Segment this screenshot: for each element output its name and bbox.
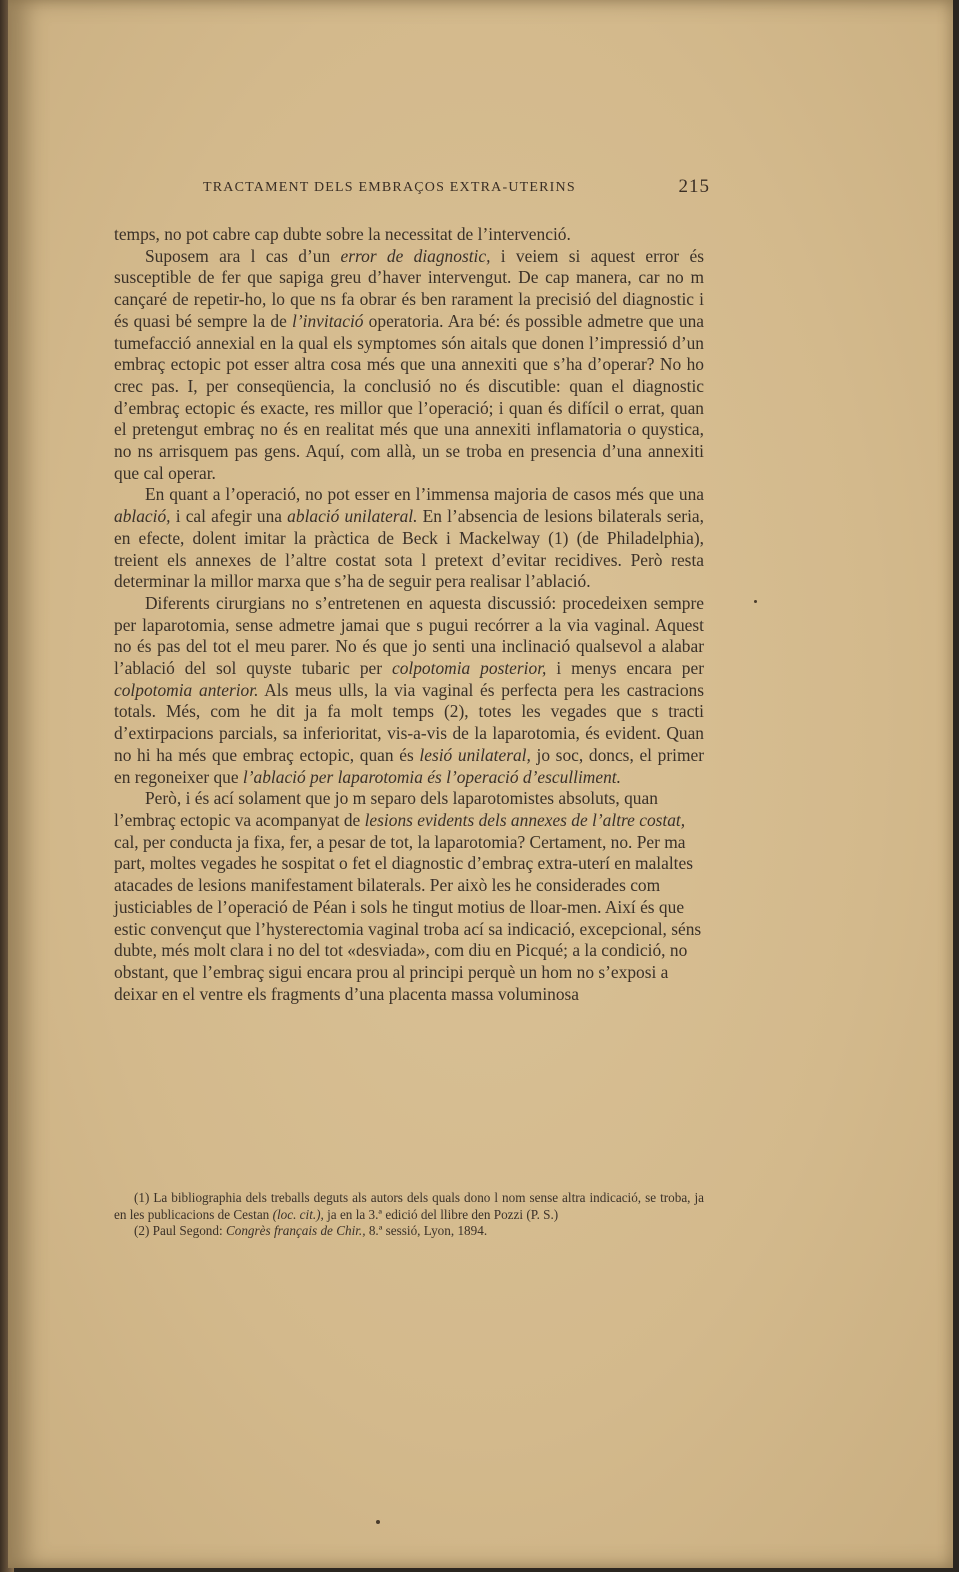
italic-text: l’ablació per laparotomia és l’operació d’esculliment. bbox=[242, 766, 621, 787]
footnote bbox=[114, 1223, 704, 1240]
text-run: En l’absencia de lesions bilaterals seria, en efecte, dolent imitar la pràctica de Beck i Mackelway (1) (de Philadelphia), treient els annexes de l’altre costat sota l pretext d’evitar recidives. Però resta determinar la millor marxa que s’ha de seguir pera realisar l’ablació. bbox=[114, 506, 704, 592]
italic-text: error de diagnostic, bbox=[340, 245, 491, 266]
text-run: operatoria. Ara bé: és possible admetre que una tumefacció annexial en la qual els symptomes són aitals que donen l’impressió d’un embraç ectopic pot esser altra cosa més que una annexiti que s’ha d’operar? No ho crec pas. I, per conseqüencia, la conclusió no és discutible: quan el diagnostic d’embraç ectopic és exacte, res millor que l’operació; i quan és difícil o errat, quan el pretengut embraç no és en realitat més que una annexiti inflamatoria o quystica, no ns arrisquem pas gens. Aquí, com allà, un se troba en presencia d’una annexiti que cal operar. bbox=[114, 310, 704, 483]
italic-text: colpotomia posterior, bbox=[391, 658, 547, 679]
text-run: ja en la 3.ª edició del llibre den Pozzi (P. S.) bbox=[323, 1206, 559, 1222]
text-run: Però, i és ací solament que jo m separo dels laparotomistes absoluts, quan l’embraç ectopic va acompanyat de bbox=[114, 788, 658, 830]
italic-text: lesió unilateral, bbox=[419, 744, 531, 765]
italic-text: (loc. cit.), bbox=[272, 1206, 324, 1222]
paragraph bbox=[114, 246, 704, 485]
italic-text: l’invitació bbox=[292, 310, 364, 331]
italic-text: Congrès français de Chir., bbox=[225, 1223, 366, 1239]
text-run: i cal afegir una bbox=[170, 506, 288, 527]
text-run: cal, per conducta ja fixa, fer, a pesar de tot, la laparotomia? Certament, no. Per ma part, moltes vegades he sospitat o fet el diagnostic d’embraç extra-uterí en malaltes atacades de lesions manifestament bilaterals. Per això les he considerades com justiciables de l’operació de Péan i sols he tingut motius de lloar-men. Així és que estic convençut que l’hysterectomia vaginal troba ací sa indicació, excepcional, séns dubte, més molt clara i no del tot «desviada», com diu en Picqué; a la condició, no obstant, que l’embraç sigui encara prou al principi perquè un hom no s’exposi a deixar en el ventre els fragments d’una placenta massa voluminosa bbox=[114, 831, 702, 1004]
text-run: Diferents cirurgians no s’entretenen en aquesta discussió: procedeixen sempre per laparotomia, sense admetre jamai que s pugui recórrer a la via vaginal. Aquest no és pas del tot el meu parer. No és que jo senti una inclinació qualsevol a alabar l’ablació del sol quyste tubaric per bbox=[114, 592, 704, 679]
italic-text: colpotomia anterior. bbox=[114, 679, 259, 700]
text-run: i menys encara per bbox=[546, 658, 704, 679]
text-run: 8.ª sessió, Lyon, 1894. bbox=[365, 1223, 488, 1239]
page-number: 215 bbox=[678, 176, 710, 197]
page-header bbox=[203, 176, 710, 200]
italic-text: lesions evidents dels annexes de l’altre costat, bbox=[364, 809, 686, 830]
paragraph bbox=[114, 593, 704, 788]
footnote bbox=[114, 1190, 704, 1223]
italic-text: ablació, bbox=[114, 506, 171, 527]
text-run: Als meus ulls, la via vaginal és perfecta pera les castracions totals. Més, com he dit ja fa molt temps (2), totes les vegades que s tracti d’extirpacions parcials, sa inferioritat, vis-a-vis de la laparotomia, és evident. Quan no hi ha més que embraç ectopic, quan és bbox=[114, 679, 704, 765]
text-run: jo soc, doncs, el primer en regoneixer que bbox=[114, 744, 705, 787]
running-head: TRACTAMENT DELS EMBRAÇOS EXTRA-UTERINS bbox=[203, 180, 576, 195]
text-run: En quant a l’operació, no pot esser en l’immensa majoria de casos més que una bbox=[145, 484, 704, 505]
ink-speck bbox=[754, 600, 757, 603]
text-run: temps, no pot cabre cap dubte sobre la necessitat de l’intervenció. bbox=[114, 224, 571, 244]
body-text bbox=[114, 224, 704, 1005]
text-run: i veiem si aquest error és susceptible de fer que sapiga greu d’haver intervengut. De cap manera, car no m cançaré de repetir-ho, lo que ns fa obrar és ben rarament la precisió del diagnostic i és quasi bé sempre la de bbox=[114, 245, 704, 331]
text-run: (1) La bibliographia dels treballs deguts als autors dels quals dono l nom sense altra indicació, se troba, ja en les publicacions de Cestan bbox=[114, 1190, 704, 1222]
paragraph bbox=[114, 788, 704, 1005]
ink-speck bbox=[376, 1520, 380, 1524]
paragraph bbox=[114, 484, 704, 593]
paragraph bbox=[114, 224, 704, 246]
footnotes bbox=[114, 1190, 704, 1240]
italic-text: ablació unilateral. bbox=[287, 506, 418, 527]
text-run: (2) Paul Segond: bbox=[134, 1223, 226, 1239]
text-run: Suposem ara l cas d’un bbox=[145, 245, 341, 266]
